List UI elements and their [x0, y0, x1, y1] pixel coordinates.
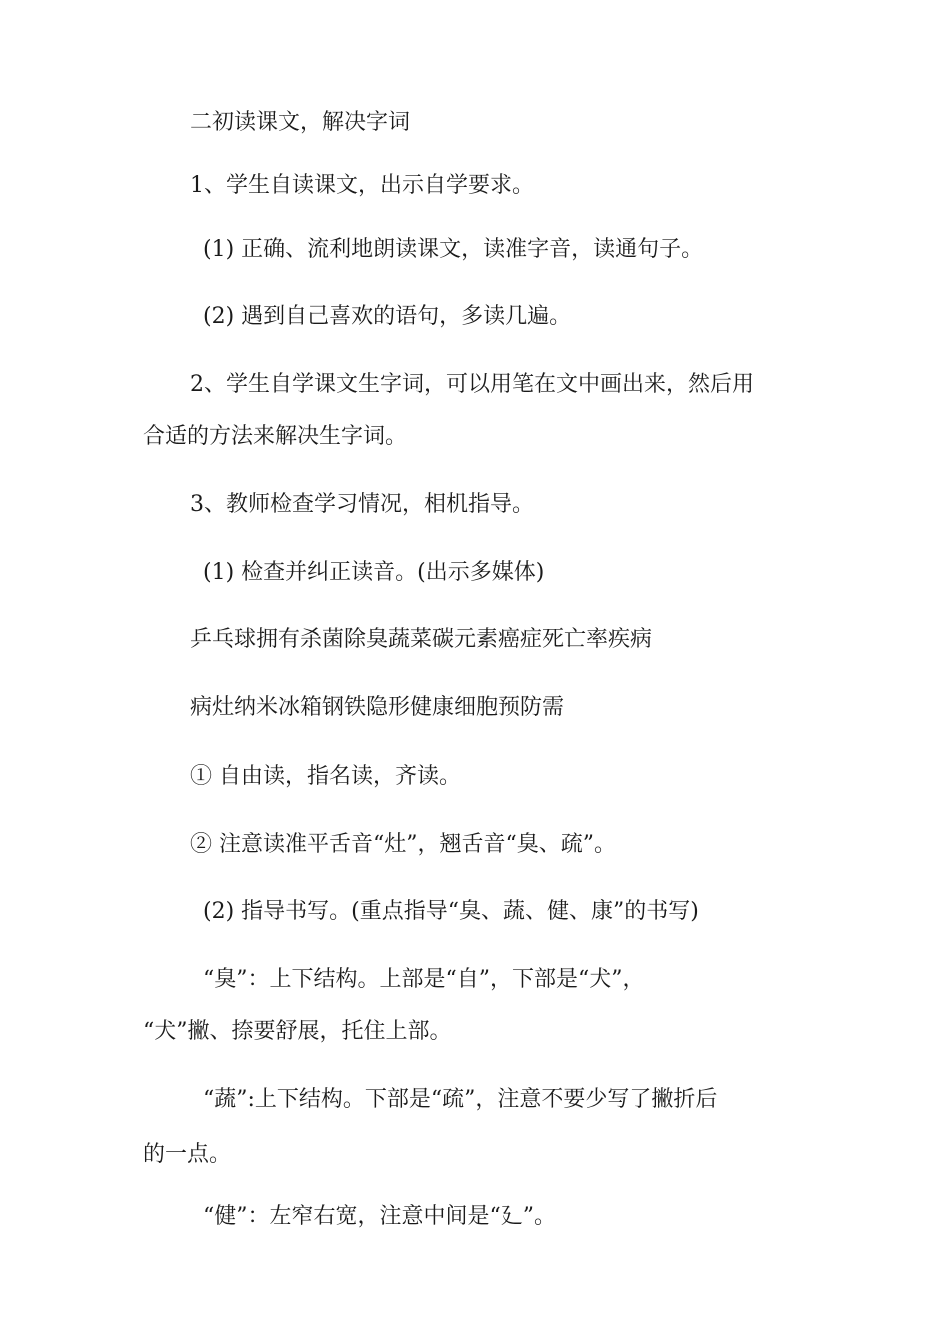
section-heading: 二初读课文，解决字词 — [190, 110, 411, 135]
paragraph-line: 合适的方法来解决生字词。 — [143, 424, 408, 449]
paragraph-line: (2) 遇到自己喜欢的语句，多读几遍。 — [203, 304, 572, 329]
paragraph-line: 2、学生自学课文生字词，可以用笔在文中画出来，然后用 — [190, 372, 754, 397]
paragraph-line: (2) 指导书写。(重点指导“臭、蔬、健、康”的书写) — [203, 899, 699, 924]
paragraph-line: 1、学生自读课文，出示自学要求。 — [190, 173, 534, 198]
paragraph-line: 的一点。 — [143, 1142, 232, 1167]
paragraph-line: “臭”：上下结构。上部是“自”，下部是“犬”， — [203, 967, 645, 992]
paragraph-line: 乒乓球拥有杀菌除臭蔬菜碳元素癌症死亡率疾病 — [190, 627, 653, 652]
paragraph-line: “健”：左窄右宽，注意中间是“廴”。 — [203, 1204, 556, 1229]
paragraph-line: ② 注意读准平舌音“灶”，翘舌音“臭、疏”。 — [190, 832, 616, 857]
paragraph-line: (1) 检查并纠正读音。(出示多媒体) — [203, 560, 545, 585]
paragraph-line: ① 自由读，指名读，齐读。 — [190, 764, 461, 789]
paragraph-line: 3、教师检查学习情况，相机指导。 — [190, 492, 534, 517]
paragraph-line: “犬”撇、捺要舒展，托住上部。 — [143, 1019, 452, 1044]
paragraph-line: (1) 正确、流利地朗读课文，读准字音，读通句子。 — [203, 237, 704, 262]
paragraph-line: 病灶纳米冰箱钢铁隐形健康细胞预防需 — [190, 695, 565, 720]
paragraph-line: “蔬”:上下结构。下部是“疏”，注意不要少写了撇折后 — [203, 1087, 718, 1112]
